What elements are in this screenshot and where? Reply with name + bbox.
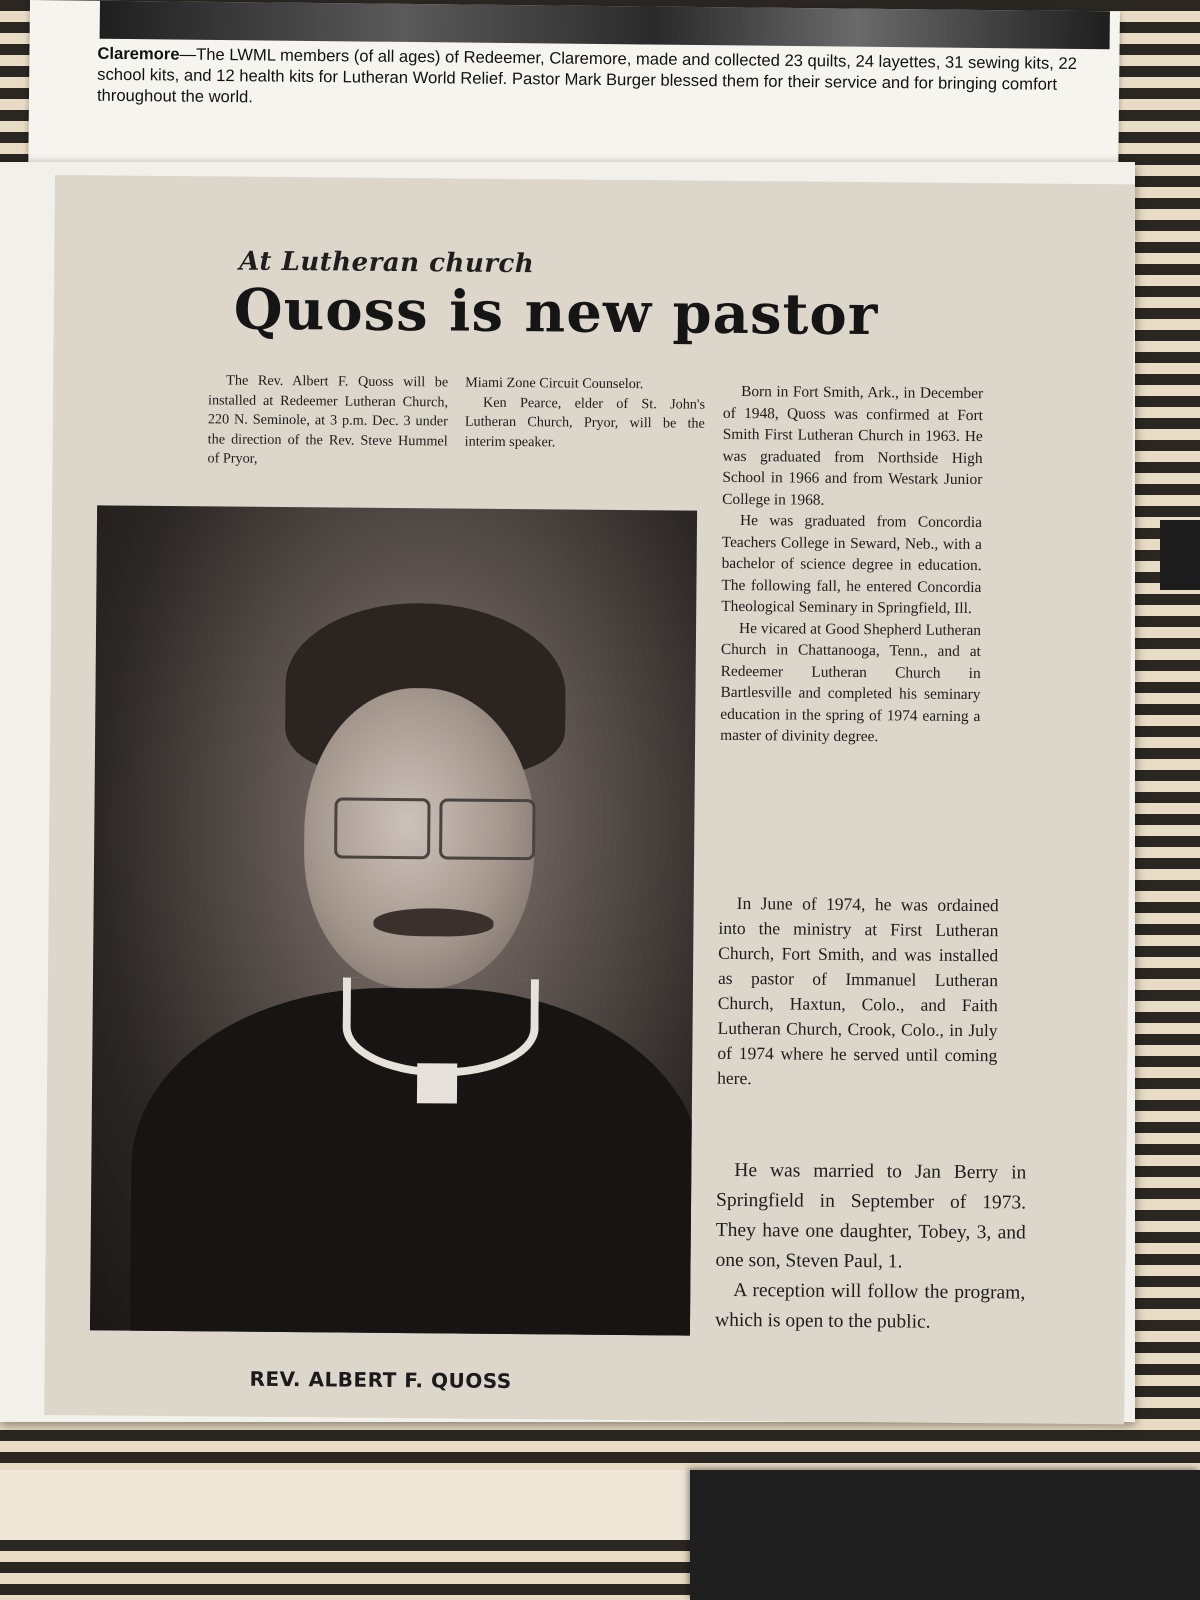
column-2-paragraph-2: Ken Pearce, elder of St. John's Lutheran Church, Pryor, will be the interim speaker. bbox=[464, 394, 706, 450]
column-3-paragraph-6: A reception will follow the program, which is open to the public. bbox=[714, 1279, 1026, 1333]
photo-glasses-right bbox=[439, 798, 536, 860]
column-3-paragraph-1: Born in Fort Smith, Ark., in December of 1948, Quoss was confirmed at Fort Smith First Lutheran Church in 1963. He was graduated from Northside High School in 1966 and from Westark Junior College in 1968. bbox=[722, 382, 984, 509]
binder-tab bbox=[1160, 520, 1200, 590]
article-column-3-bottom bbox=[715, 1156, 1027, 1339]
column-3-paragraph-2: He was graduated from Concordia Teachers College in Seward, Neb., with a bachelor of science degree in education. The following fall, he entered Concordia Theological Seminary in Springfield, Ill. bbox=[721, 511, 983, 618]
article-column-3-middle bbox=[717, 891, 999, 1093]
article-column-3-top bbox=[720, 381, 983, 749]
column-3-paragraph-4: In June of 1974, he was ordained into the ministry at First Lutheran Church, Fort Smith, and was installed as pastor of Immanuel Lutheran Church, Haxtun, Colo., and Faith Lutheran Church, Crook, Colo., in July of 1974 where he served until coming here. bbox=[717, 892, 999, 1089]
photo-glasses-left bbox=[334, 797, 431, 859]
column-2-paragraph-1: Miami Zone Circuit Counselor. bbox=[465, 374, 644, 393]
photo-mustache bbox=[373, 908, 493, 937]
article-kicker: At Lutheran church bbox=[239, 246, 535, 280]
top-photo bbox=[100, 1, 1110, 50]
caption-text: —The LWML members (of all ages) of Redeemer, Claremore, made and collected 23 quilts, 24 layettes, 31 sewing kits, 22 school kits, and 12 health kits for Lutheran World Relief. Pastor Mark Burger blessed them for their service and for bringing comfort throughout the world. bbox=[96, 44, 1077, 107]
column-3-paragraph-5: He was married to Jan Berry in Springfield in September of 1973. They have one daughter, Tobey, 3, and one son, Steven Paul, 1. bbox=[715, 1159, 1027, 1273]
top-clipping bbox=[28, 0, 1120, 176]
top-caption bbox=[97, 43, 1098, 116]
article-headline: Quoss is new pastor bbox=[233, 276, 879, 349]
article-column-1 bbox=[207, 371, 448, 471]
photo-caption: REV. ALBERT F. QUOSS bbox=[249, 1366, 512, 1394]
caption-place: Claremore bbox=[97, 43, 180, 64]
photo-collar bbox=[342, 978, 539, 1078]
portrait-photo bbox=[90, 505, 697, 1335]
column-1-paragraph: The Rev. Albert F. Quoss will be installed at Redeemer Lutheran Church, 220 N. Seminole, at 3 p.m. Dec. 3 under the direction of the Rev. Steve Hummel of Pryor, bbox=[207, 372, 449, 467]
newspaper-clipping bbox=[44, 175, 1135, 1424]
bottom-dark-book bbox=[690, 1470, 1200, 1600]
photo-collar-tab bbox=[417, 1063, 457, 1103]
bottom-paper-edge bbox=[0, 1470, 690, 1540]
column-3-paragraph-3: He vicared at Good Shepherd Lutheran Church in Chattanooga, Tenn., and at Redeemer Lutheran Church in Bartlesville and completed his seminary education in the spring of 1974 earning a master of divinity degree. bbox=[720, 619, 982, 746]
article-column-2 bbox=[465, 374, 706, 454]
